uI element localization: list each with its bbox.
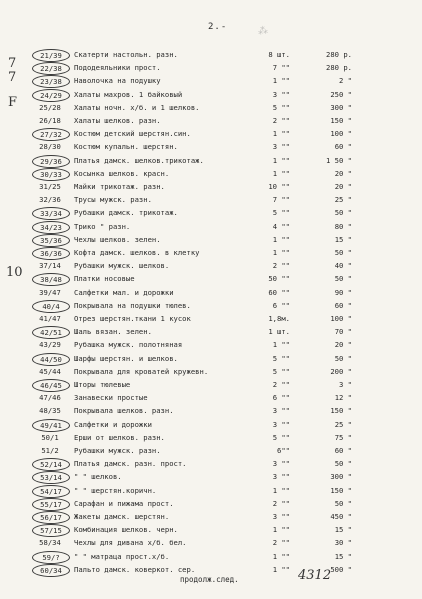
margin-mark: 10 <box>6 265 23 280</box>
item-quantity: 1 "" <box>272 340 290 350</box>
faint-stamp: ⁂ <box>257 25 269 38</box>
inventory-row <box>0 338 422 352</box>
item-price: 450 " <box>330 512 352 521</box>
item-description: Салфетки мал. и дорожки <box>74 287 174 297</box>
item-quantity: 3 "" <box>272 406 290 416</box>
continued-note: продолж.след. <box>180 575 239 584</box>
item-description: Сарафан и пижама прост. <box>74 498 174 508</box>
item-code: 54/17 <box>32 485 70 498</box>
item-code: 52/14 <box>32 458 70 471</box>
item-quantity: 5 "" <box>272 102 290 112</box>
item-quantity: 50 "" <box>268 274 290 284</box>
item-code: 31/25 <box>39 182 61 191</box>
item-description: Костюм купальн. шерстян. <box>74 142 178 152</box>
item-code: 53/14 <box>32 471 70 484</box>
item-price: 150 " <box>330 406 352 416</box>
item-code: 32/36 <box>39 195 61 205</box>
item-code: 44/50 <box>32 353 70 366</box>
item-price: 200 " <box>330 366 352 376</box>
item-quantity: 1 "" <box>272 525 290 535</box>
inventory-row <box>0 259 422 273</box>
item-price: 75 " <box>334 432 352 442</box>
inventory-row <box>0 167 422 181</box>
item-price: 25 " <box>334 195 352 205</box>
item-code: 59/? <box>32 551 70 564</box>
inventory-row <box>0 484 422 498</box>
item-code: 34/23 <box>32 221 70 234</box>
item-price: 15 " <box>334 551 352 561</box>
item-quantity: 1 "" <box>272 129 290 139</box>
item-description: Рубашки мужск. разн. <box>74 446 161 455</box>
inventory-row <box>0 74 422 88</box>
item-quantity: 7 "" <box>272 195 290 205</box>
item-price: 60 " <box>334 446 352 455</box>
item-price: 20 " <box>334 182 352 191</box>
item-description: Платья дамск. разн. прост. <box>74 459 187 469</box>
item-code: 23/38 <box>32 75 70 88</box>
item-price: 150 " <box>330 485 352 495</box>
inventory-row <box>0 378 422 392</box>
item-code: 45/44 <box>39 366 61 376</box>
item-quantity: 5 "" <box>272 432 290 442</box>
inventory-row <box>0 418 422 432</box>
item-quantity: 3 "" <box>272 512 290 521</box>
item-description: Трико " разн. <box>74 221 131 231</box>
item-description: Жакеты дамск. шерстян. <box>74 512 170 521</box>
item-quantity: 6 "" <box>272 393 290 403</box>
item-code: 22/38 <box>32 62 70 75</box>
margin-mark: 7 <box>8 70 17 85</box>
item-description: Покрывала на подушки тюлев. <box>74 300 191 310</box>
item-code: 25/28 <box>39 102 61 112</box>
inventory-row <box>0 272 422 286</box>
item-code: 60/34 <box>32 564 70 577</box>
item-quantity: 2 "" <box>272 380 290 389</box>
inventory-row <box>0 536 422 550</box>
item-description: Наволочка на подушку <box>74 76 161 86</box>
item-code: 40/4 <box>32 300 70 313</box>
inventory-row <box>0 325 422 339</box>
item-price: 1 50 " <box>326 155 352 165</box>
inventory-row <box>0 233 422 247</box>
item-description: " " шелков. <box>74 472 122 482</box>
inventory-row <box>0 101 422 115</box>
item-price: 60 " <box>334 300 352 310</box>
item-quantity: 60 "" <box>268 287 290 297</box>
inventory-row <box>0 391 422 405</box>
margin-mark: F <box>8 95 18 110</box>
item-description: Чехлы для дивана х/б. бел. <box>74 538 187 548</box>
page-number: 2.- <box>208 22 228 32</box>
item-code: 28/30 <box>39 142 61 152</box>
item-description: " " шерстян.коричн. <box>74 485 157 495</box>
inventory-row <box>0 114 422 128</box>
item-quantity: 8 шт. <box>268 50 290 59</box>
item-price: 300 " <box>330 472 352 482</box>
item-description: Майки трикотаж. разн. <box>74 182 165 191</box>
item-quantity: 2 "" <box>272 116 290 125</box>
item-code: 35/36 <box>32 234 70 247</box>
inventory-row <box>0 510 422 524</box>
item-description: Платки носовые <box>74 274 135 284</box>
item-price: 50 " <box>334 498 352 508</box>
item-code: 58/34 <box>39 538 61 548</box>
item-description: Халаты ночн. х/б. и 1 шелков. <box>74 102 200 112</box>
item-description: Комбинация шелков. черн. <box>74 525 178 535</box>
item-quantity: 7 "" <box>272 63 290 73</box>
inventory-row <box>0 220 422 234</box>
inventory-row <box>0 365 422 379</box>
item-price: 60 " <box>334 142 352 152</box>
inventory-row <box>0 246 422 260</box>
inventory-row <box>0 457 422 471</box>
item-quantity: 1,8м. <box>268 314 290 323</box>
item-quantity: 2 "" <box>272 498 290 508</box>
inventory-row <box>0 431 422 445</box>
item-description: Рубашки мужск. шелков. <box>74 261 170 271</box>
item-description: Чехлы шелков. зелен. <box>74 234 161 244</box>
item-quantity: 1 "" <box>272 248 290 257</box>
inventory-row <box>0 48 422 62</box>
item-price: 15 " <box>334 525 352 535</box>
item-description: Покрывала для кроватей кружевн. <box>74 366 209 376</box>
item-code: 55/17 <box>32 498 70 511</box>
item-price: 80 " <box>334 221 352 231</box>
item-quantity: 3 "" <box>272 142 290 152</box>
item-code: 29/36 <box>32 155 70 168</box>
signature: 4312 <box>298 568 332 583</box>
inventory-row <box>0 193 422 207</box>
item-price: 280 р. <box>326 63 352 73</box>
item-price: 280 р. <box>326 50 352 59</box>
item-code: 36/36 <box>32 247 70 260</box>
item-description: Пододеяльники прост. <box>74 63 161 73</box>
inventory-row <box>0 497 422 511</box>
item-description: Занавески простые <box>74 393 148 403</box>
item-quantity: 1 "" <box>272 155 290 165</box>
item-description: Трусы мужск. разн. <box>74 195 152 205</box>
item-description: Отрез шерстян.ткани 1 кусок <box>74 314 191 323</box>
inventory-row <box>0 352 422 366</box>
item-price: 300 " <box>330 102 352 112</box>
item-price: 50 " <box>334 248 352 257</box>
item-description: Ерши от шелков. разн. <box>74 432 165 442</box>
item-description: Платья дамск. шелков.трикотаж. <box>74 155 204 165</box>
item-price: 15 " <box>334 234 352 244</box>
item-code: 38/48 <box>32 273 70 286</box>
item-price: 3 " <box>339 380 352 389</box>
item-quantity: 1 шт. <box>268 327 290 337</box>
item-price: 500 " <box>330 564 352 574</box>
item-price: 90 " <box>334 287 352 297</box>
item-code: 42/51 <box>32 326 70 339</box>
item-description: Пальто дамск. коверкот. сер. <box>74 564 196 574</box>
inventory-row <box>0 127 422 141</box>
item-code: 49/41 <box>32 419 70 432</box>
item-price: 20 " <box>334 340 352 350</box>
item-code: 27/32 <box>32 128 70 141</box>
item-quantity: 3 "" <box>272 419 290 429</box>
item-code: 26/18 <box>39 116 61 125</box>
item-quantity: 5 "" <box>272 353 290 363</box>
inventory-row <box>0 154 422 168</box>
item-code: 30/33 <box>32 168 70 181</box>
item-quantity: 1 "" <box>272 564 290 574</box>
inventory-row <box>0 180 422 194</box>
item-description: Салфетки и дорожки <box>74 419 152 429</box>
item-price: 50 " <box>334 208 352 218</box>
item-code: 47/46 <box>39 393 61 403</box>
item-description: Шарфы шерстян. и шелков. <box>74 353 178 363</box>
item-description: Халаты махров. 1 байковый <box>74 89 183 99</box>
inventory-row <box>0 140 422 154</box>
inventory-row <box>0 523 422 537</box>
item-code: 57/15 <box>32 524 70 537</box>
item-quantity: 1 "" <box>272 234 290 244</box>
inventory-row <box>0 470 422 484</box>
item-price: 20 " <box>334 168 352 178</box>
item-quantity: 1 "" <box>272 485 290 495</box>
item-price: 150 " <box>330 116 352 125</box>
item-code: 51/2 <box>41 446 59 455</box>
item-quantity: 1 "" <box>272 551 290 561</box>
inventory-row <box>0 312 422 326</box>
inventory-row <box>0 286 422 300</box>
item-quantity: 3 "" <box>272 459 290 469</box>
inventory-row <box>0 206 422 220</box>
item-code: 41/47 <box>39 314 61 323</box>
item-price: 40 " <box>334 261 352 271</box>
item-quantity: 1 "" <box>272 168 290 178</box>
item-description: Косынка шелков. красн. <box>74 168 170 178</box>
item-price: 25 " <box>334 419 352 429</box>
item-description: Скатерти настольн. разн. <box>74 50 178 59</box>
item-code: 39/47 <box>39 287 61 297</box>
item-description: Рубашка мужск. полотняная <box>74 340 183 350</box>
item-code: 21/39 <box>32 49 70 62</box>
item-description: " " матраца прост.х/б. <box>74 551 170 561</box>
item-quantity: 10 "" <box>268 182 290 191</box>
item-price: 50 " <box>334 353 352 363</box>
item-price: 50 " <box>334 274 352 284</box>
item-price: 70 " <box>334 327 352 337</box>
item-quantity: 3 "" <box>272 89 290 99</box>
item-price: 12 " <box>334 393 352 403</box>
item-code: 48/35 <box>39 406 61 416</box>
item-quantity: 2 "" <box>272 261 290 271</box>
item-code: 46/45 <box>32 379 70 392</box>
item-price: 250 " <box>330 89 352 99</box>
item-quantity: 5 "" <box>272 366 290 376</box>
margin-mark: 7 <box>8 56 17 71</box>
item-code: 37/14 <box>39 261 61 271</box>
item-quantity: 6 "" <box>272 300 290 310</box>
item-description: Шаль вязан. зелен. <box>74 327 152 337</box>
inventory-row <box>0 444 422 458</box>
inventory-row <box>0 61 422 75</box>
item-quantity: 2 "" <box>272 538 290 548</box>
item-quantity: 6"" <box>277 446 290 455</box>
item-code: 56/17 <box>32 511 70 524</box>
item-code: 50/1 <box>41 432 59 442</box>
item-price: 50 " <box>334 459 352 469</box>
item-code: 33/34 <box>32 207 70 220</box>
item-price: 100 " <box>330 314 352 323</box>
item-code: 24/29 <box>32 89 70 102</box>
inventory-row <box>0 88 422 102</box>
item-price: 30 " <box>334 538 352 548</box>
item-price: 2 " <box>339 76 352 86</box>
item-description: Костюм детский шерстян.син. <box>74 129 191 139</box>
item-quantity: 4 "" <box>272 221 290 231</box>
inventory-row <box>0 404 422 418</box>
item-quantity: 1 "" <box>272 76 290 86</box>
item-description: Халаты шелков. разн. <box>74 116 161 125</box>
item-description: Покрывала шелков. разн. <box>74 406 174 416</box>
item-quantity: 5 "" <box>272 208 290 218</box>
item-description: Кофта дамск. шелков. в клетку <box>74 248 200 257</box>
item-quantity: 3 "" <box>272 472 290 482</box>
item-code: 43/29 <box>39 340 61 350</box>
inventory-row <box>0 550 422 564</box>
item-price: 100 " <box>330 129 352 139</box>
inventory-row <box>0 299 422 313</box>
item-description: Шторы тюлевые <box>74 380 131 389</box>
item-description: Рубашки дамск. трикотаж. <box>74 208 178 218</box>
